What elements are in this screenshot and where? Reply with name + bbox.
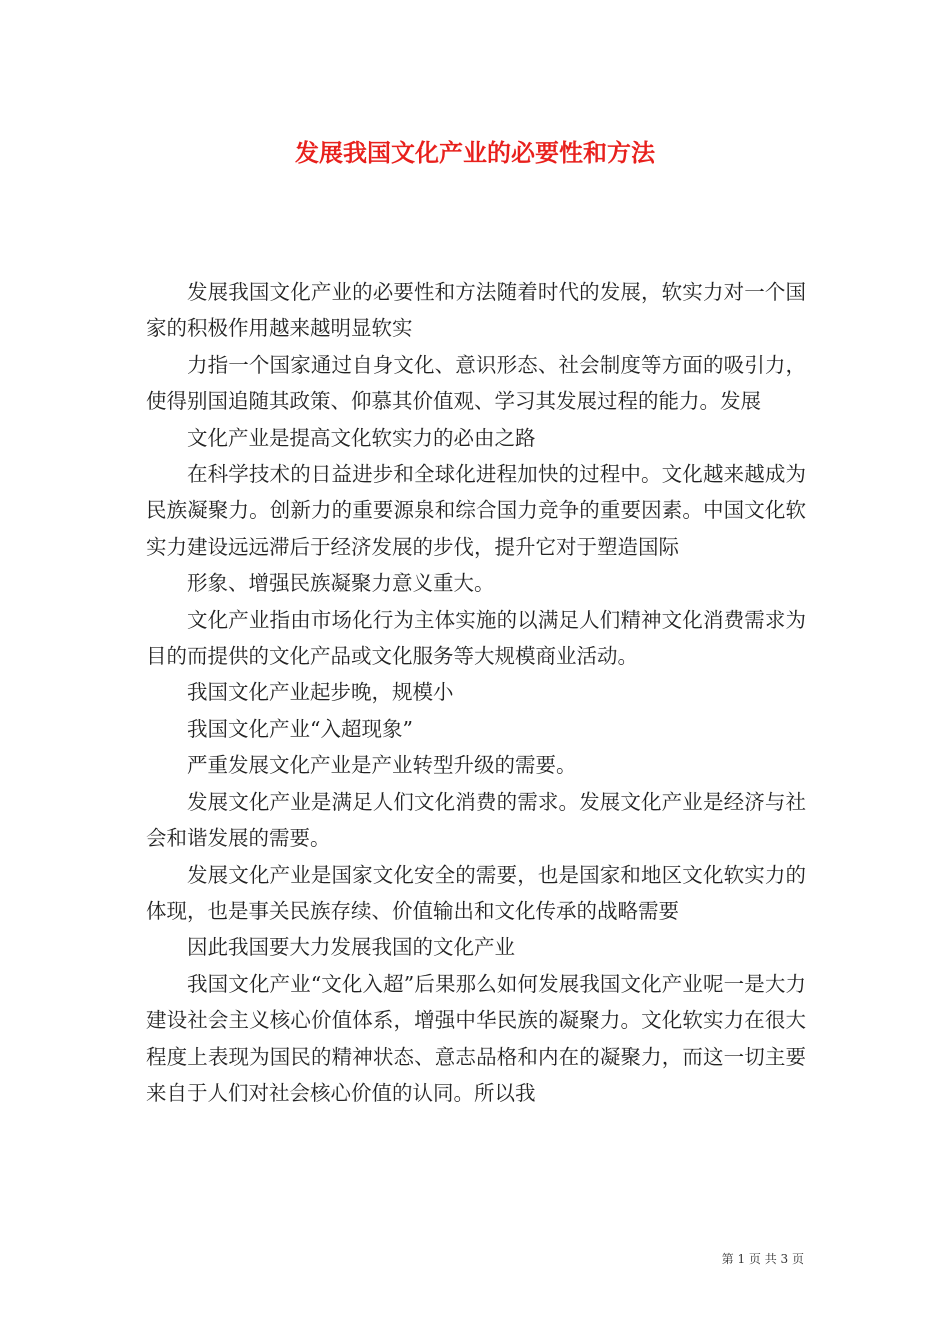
paragraph: 力指一个国家通过自身文化、意识形态、社会制度等方面的吸引力，使得别国追随其政策、仰慕其价值观、学习其发展过程的能力。发展	[146, 352, 806, 414]
paragraph: 发展文化产业是国家文化安全的需要，也是国家和地区文化软实力的体现，也是事关民族存续、价值输出和文化传承的战略需要	[146, 862, 806, 923]
paragraph: 形象、增强民族凝聚力意义重大。	[187, 571, 495, 596]
page-number-label: 第 1 页 共 3 页	[721, 1252, 804, 1266]
paragraph: 发展文化产业是满足人们文化消费的需求。发展文化产业是经济与社会和谐发展的需要。	[146, 789, 806, 851]
paragraph: 文化产业是提高文化软实力的必由之路	[187, 425, 536, 450]
paragraph: 因此我国要大力发展我国的文化产业	[187, 935, 515, 960]
paragraph: 我国文化产业“入超现象”	[187, 716, 413, 741]
paragraph: 文化产业指由市场化行为主体实施的以满足人们精神文化消费需求为目的而提供的文化产品或文化服务等大规模商业活动。	[146, 607, 806, 669]
document-title: 发展我国文化产业的必要性和方法	[295, 138, 655, 167]
page-number-footer	[722, 1250, 804, 1267]
paragraph: 在科学技术的日益进步和全球化进程加快的过程中。文化越来越成为民族凝聚力。创新力的重要源泉和综合国力竞争的重要因素。中国文化软实力建设远远滞后于经济发展的步伐，提升它对于塑造国际	[146, 462, 806, 559]
paragraph: 我国文化产业“文化入超”后果那么如何发展我国文化产业呢一是大力建设社会主义核心价值体系，增强中华民族的凝聚力。文化软实力在很大程度上表现为国民的精神状态、意志品格和内在的凝聚力，而这一切主要来自于人们对社会核心价值的认同。所以我	[146, 971, 806, 1105]
paragraph: 严重发展文化产业是产业转型升级的需要。	[187, 753, 577, 778]
document-body	[146, 274, 806, 1111]
paragraph: 我国文化产业起步晚，规模小	[187, 680, 454, 705]
paragraph: 发展我国文化产业的必要性和方法随着时代的发展，软实力对一个国家的积极作用越来越明显软实	[146, 280, 806, 341]
